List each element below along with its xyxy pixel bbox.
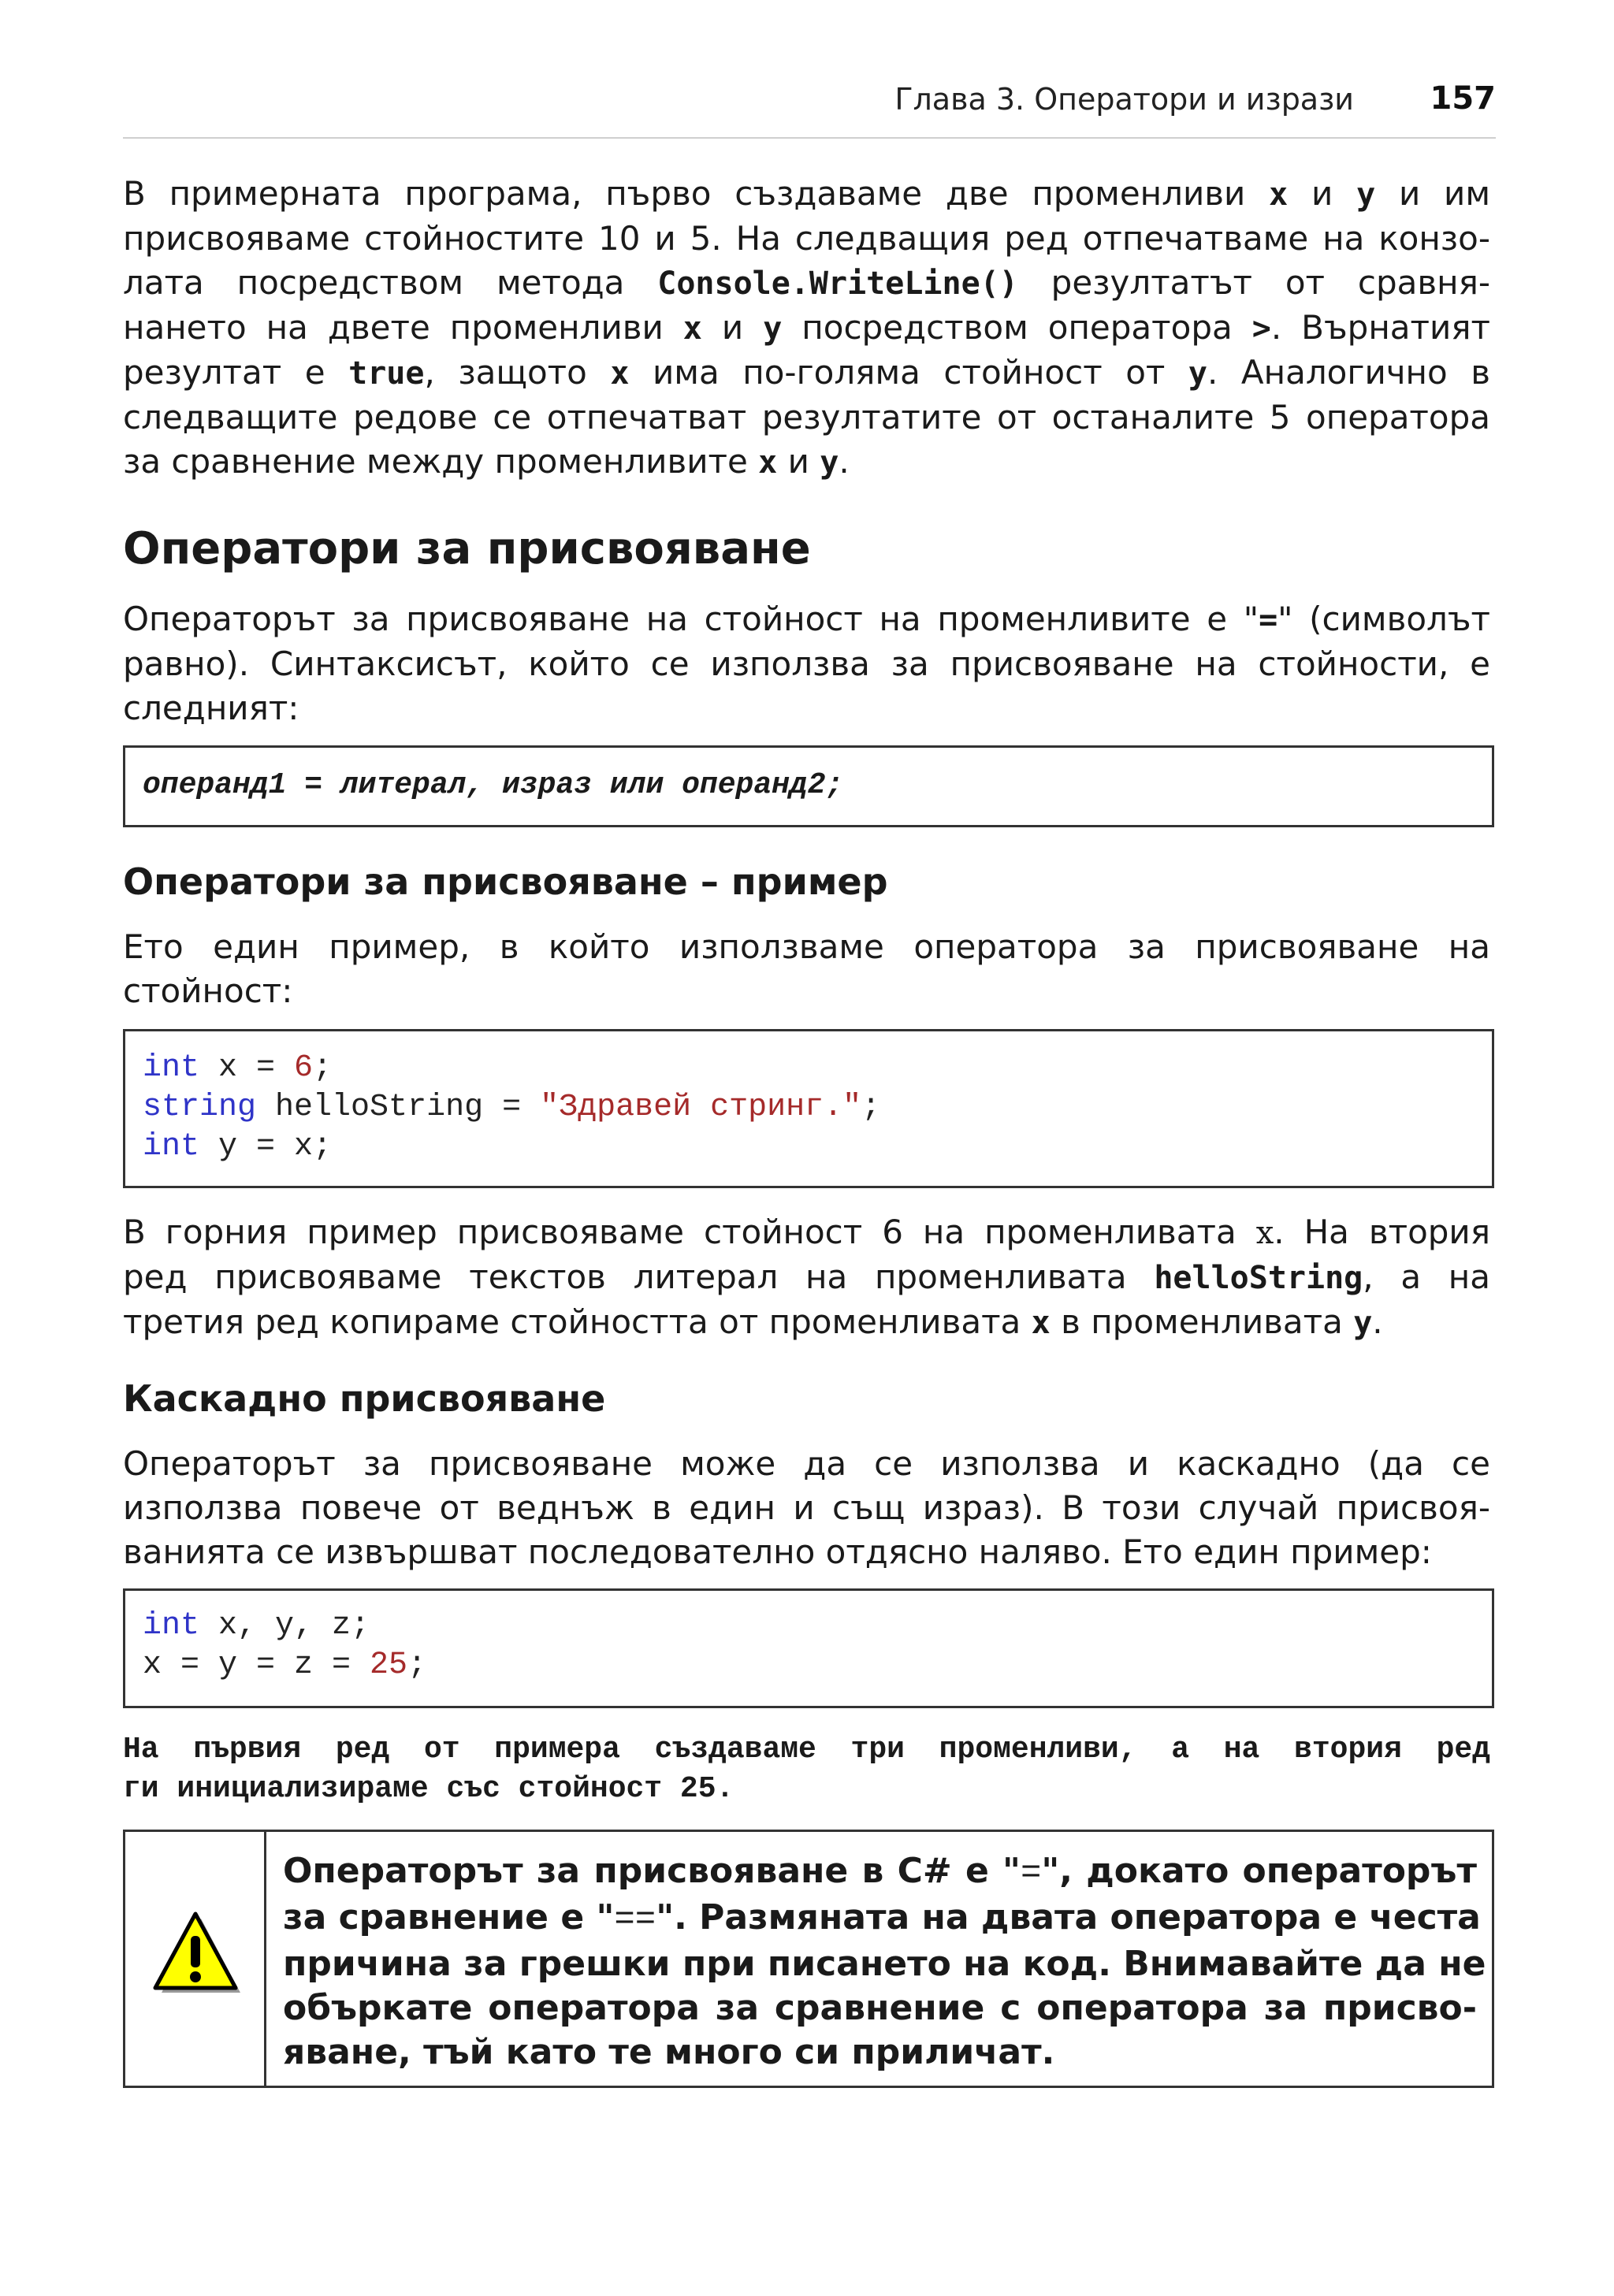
example-intro-paragraph: Ето един пример, в който използваме оператора за присвояване на стойност: bbox=[123, 927, 1490, 1010]
warning-text: Операторът за присвояване в C# е "=", докато операторът за сравнение е "==". Размяната на двата оператора е честа причина за грешки при писането на код. Внимавайте да не объркате оператора за сравнение с оператора за присво- яване, тъй като те много си приличат. bbox=[283, 1851, 1486, 2072]
intro-paragraph: В примерната програма, първо създаваме две променливи x и y и им присвояваме стойностите 10 и 5. На следващия ред отпечатваме на конзо- лата посредством метода Console.WriteLine() резултатът от сравня- нането на двете променливи x и y посредством оператора >. Върнатият резултат е true, защото x има по-голяма стойност от y. Аналогично в следващите редове се отпечатват резултатите от останалите 5 оператора за сравнение между променливите x и y. bbox=[123, 174, 1491, 481]
syntax-box bbox=[123, 745, 1494, 827]
cascade-heading: Каскадно присвояване bbox=[123, 1377, 606, 1420]
code-line: x = y = z = 25; bbox=[143, 1648, 427, 1683]
chapter-title: Глава 3. Оператори и изрази bbox=[894, 82, 1354, 117]
cascade-intro-paragraph: Операторът за присвояване може да се използва и каскадно (да се използва повече от веднъж в един и същ израз). В този случай присвоя- ванията се извършват последователно отдясно наляво. Ето един пример: bbox=[123, 1444, 1490, 1571]
warning-icon-cell bbox=[125, 1832, 266, 2086]
cascade-explain-paragraph: На първия ред от примера създаваме три променливи, а на втория ред ги инициализираме със стойност 25. bbox=[123, 1733, 1490, 1806]
running-header bbox=[123, 82, 1496, 139]
code-line: int y = x; bbox=[143, 1129, 333, 1165]
code-line: string helloString = "Здравей стринг."; bbox=[143, 1090, 881, 1125]
page-number: 157 bbox=[1430, 80, 1496, 117]
section-heading: Оператори за присвояване bbox=[123, 523, 811, 574]
example-explain-paragraph: В горния пример присвояваме стойност 6 на променливата x. На втория ред присвояваме текстов литерал на променливата helloString, а на третия ред копираме стойността от променливата x в променливата y. bbox=[123, 1213, 1490, 1341]
code-example-1 bbox=[123, 1029, 1494, 1188]
example-heading: Оператори за присвояване – пример bbox=[123, 860, 888, 903]
warning-box bbox=[123, 1830, 1494, 2088]
code-line: int x = 6; bbox=[143, 1050, 333, 1086]
code-line: int x, y, z; bbox=[143, 1608, 370, 1644]
syntax-code: операнд1 = литерал, израз или операнд2; bbox=[143, 768, 844, 802]
warning-icon bbox=[149, 1911, 242, 1997]
assign-intro-paragraph: Операторът за присвояване на стойност на променливите е "=" (символът равно). Синтаксисът, който се използва за присвояване на стойности, е следният: bbox=[123, 600, 1491, 727]
code-example-2 bbox=[123, 1588, 1494, 1708]
